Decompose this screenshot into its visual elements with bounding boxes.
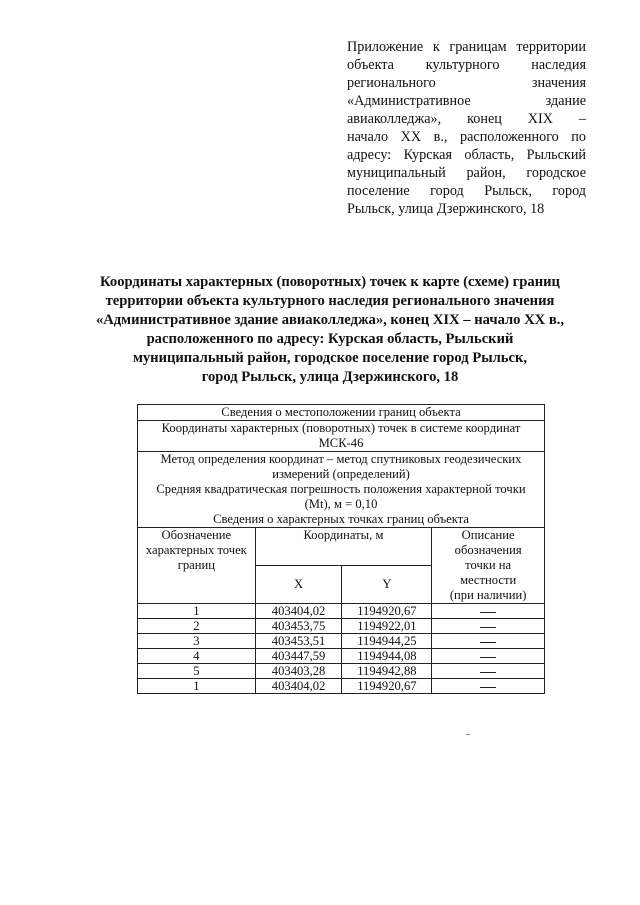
column-header-y: Y [342,566,432,604]
title-line: расположенного по адресу: Курская область, Рыльский [146,331,514,347]
method-line: Метод определения координат – метод спутниковых геодезических [160,452,522,466]
y-cell: 1194944,08 [342,649,432,664]
point-cell: 1 [138,679,256,694]
table-row [138,619,545,634]
table-row [138,664,545,679]
title-line: Координаты характерных (поворотных) точек к карте (схеме) границ [100,274,560,290]
column-header-designation: Обозначение характерных точек границ [138,528,256,604]
point-cell: 1 [138,604,256,619]
x-cell: 403403,28 [255,664,342,679]
coordinate-system-name: МСК-46 [318,436,364,450]
column-header-description: Описание обозначения точки на местности (при наличии) [432,528,545,604]
appendix-line: поселение город Рыльск, город [347,183,586,199]
appendix-line: Рыльск, улица Дзержинского, 18 [347,201,545,217]
appendix-line: «Административное здание [347,93,586,109]
coordinate-system [138,421,545,452]
dash-mark [480,657,496,658]
description-cell [432,664,545,679]
description-cell [432,634,545,649]
title-line: город Рыльск, улица Дзержинского, 18 [201,369,459,385]
error-line: Средняя квадратическая погрешность положения характерной точки [156,482,526,496]
description-cell [432,649,545,664]
title-line: территории объекта культурного наследия регионального значения [105,293,555,309]
title-line: муниципальный район, городское поселение город Рыльск, [132,350,528,366]
appendix-line: начало XX в., расположенного по [347,129,586,145]
dash-mark [480,672,496,673]
y-cell: 1194922,01 [342,619,432,634]
table-row [138,604,545,619]
section-title: Сведения о местоположении границ объекта [138,405,545,421]
point-cell: 3 [138,634,256,649]
x-cell: 403453,75 [255,619,342,634]
dash-mark [480,687,496,688]
method-info [138,452,545,528]
description-cell [432,679,545,694]
point-cell: 2 [138,619,256,634]
appendix-line: объекта культурного наследия [347,57,586,73]
appendix-line: регионального значения [347,75,586,91]
table-row [138,634,545,649]
point-cell: 4 [138,649,256,664]
y-cell: 1194944,25 [342,634,432,649]
scan-speck [466,734,470,735]
table-section-row [138,421,545,452]
x-cell: 403404,02 [255,604,342,619]
appendix-line: муниципальный район, городское [347,165,586,181]
y-cell: 1194920,67 [342,604,432,619]
column-header-x: X [255,566,342,604]
dash-mark [480,642,496,643]
points-title: Сведения о характерных точках границ объекта [213,512,469,526]
coordinate-system-line: Координаты характерных (поворотных) точек в системе координат [161,421,521,435]
x-cell: 403447,59 [255,649,342,664]
appendix-line: Приложение к границам территории [347,39,586,55]
description-cell [432,619,545,634]
document-title [60,273,600,387]
appendix-line: адресу: Курская область, Рыльский [347,147,586,163]
x-cell: 403404,02 [255,679,342,694]
method-line: измерений (определений) [272,467,410,481]
x-cell: 403453,51 [255,634,342,649]
title-line: «Административное здание авиаколледжа», конец XIX – начало XX в., [95,312,565,328]
table-row [138,649,545,664]
point-cell: 5 [138,664,256,679]
table-section-row [138,452,545,528]
appendix-note [347,38,586,218]
column-header-coordinates: Координаты, м [255,528,432,566]
table-section-row [138,405,545,421]
dash-mark [480,627,496,628]
y-cell: 1194920,67 [342,679,432,694]
coordinates-table [137,404,545,694]
description-cell [432,604,545,619]
table-row [138,679,545,694]
dash-mark [480,612,496,613]
y-cell: 1194942,88 [342,664,432,679]
error-line: (Mt), м = 0,10 [304,497,378,511]
table-header-row [138,528,545,566]
appendix-line: авиаколледжа», конец XIX – [347,111,586,127]
